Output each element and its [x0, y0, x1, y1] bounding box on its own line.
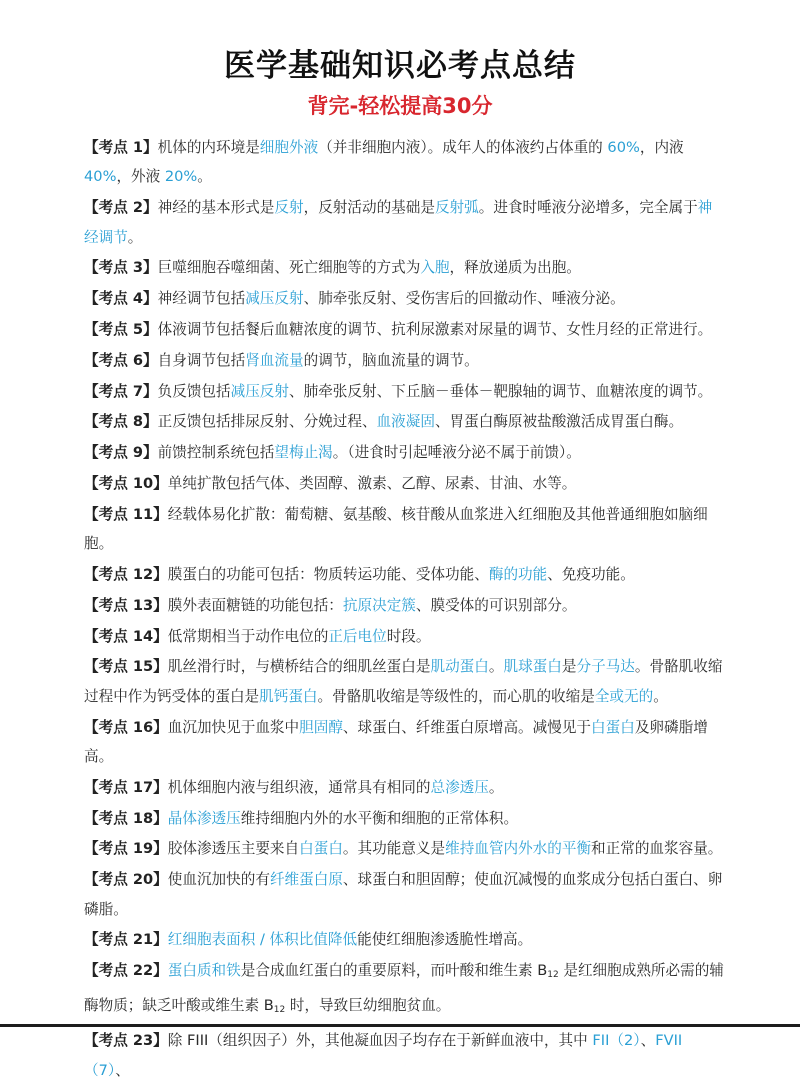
highlight-term: 细胞外液	[259, 139, 319, 156]
point-text: 。	[653, 687, 668, 705]
page-subtitle: 背完-轻松提高30分	[307, 94, 493, 118]
highlight-term: 60%	[607, 139, 640, 156]
point-tag: 【考点 15】	[84, 658, 168, 676]
point-tag: 【考点 22】	[84, 962, 168, 980]
exam-point	[84, 652, 724, 711]
point-text: 和正常的血浆容量。	[591, 840, 723, 858]
highlight-term: 酶的功能	[488, 565, 548, 583]
point-tag: 【考点 18】	[84, 809, 168, 827]
point-text: 体液调节包括餐后血糖浓度的调节、抗利尿激素对尿量的调节、女性月经的正常进行。	[157, 321, 713, 338]
point-text: 。	[197, 168, 212, 186]
highlight-term: 入胞	[420, 259, 450, 277]
point-text: 、	[640, 1032, 656, 1050]
exam-point	[84, 773, 724, 802]
point-text: 。进食时唾液分泌增多，完全属于	[478, 199, 698, 217]
highlight-term: 血液凝固	[376, 413, 435, 431]
exam-point	[84, 133, 724, 192]
highlight-term: 减压反射	[230, 382, 289, 400]
point-text: 是合成血红蛋白的重要原料，而叶酸和维生素 B	[240, 962, 548, 980]
point-text: 除 FIII（组织因子）外，其他凝血因子均存在于新鲜血液中，其中	[167, 1032, 593, 1050]
highlight-term: 神经调节	[84, 199, 713, 246]
point-text: 时段。	[386, 627, 431, 645]
highlight-term: 肾血流量	[245, 351, 304, 369]
point-text: 膜蛋白的功能可包括：物质转运功能、受体功能、	[167, 565, 489, 583]
point-text: 、胃蛋白酶原被盐酸激活成胃蛋白酶。	[434, 413, 684, 431]
highlight-term: 正后电位	[328, 627, 387, 645]
point-text: 。（进食时引起唾液分泌不属于前馈）。	[332, 444, 581, 462]
point-text: 前馈控制系统包括	[157, 444, 275, 462]
point-text: 。	[127, 228, 143, 246]
highlight-term: 蛋白质和铁	[167, 962, 241, 980]
exam-point	[84, 622, 724, 651]
exam-point	[84, 925, 724, 954]
point-tag: 【考点 6】	[84, 351, 158, 369]
highlight-term: 肌钙蛋白	[259, 687, 318, 705]
highlight-term: 白蛋白	[299, 840, 343, 858]
point-text: 、球蛋白和胆固醇；使血沉减慢的血浆成分包括白蛋白、卵磷脂。	[84, 871, 723, 918]
exam-point	[84, 469, 724, 498]
point-text: 、肺牵张反射、下丘脑－垂体－靶腺轴的调节、血糖浓度的调节。	[289, 382, 713, 400]
point-tag: 【考点 12】	[84, 565, 168, 583]
point-text: 神经调节包括	[157, 290, 246, 308]
point-text: 是红细胞成熟所必需的辅酶物质；缺乏叶酸或维生素 B	[84, 962, 724, 1014]
highlight-term: 40%	[84, 168, 117, 186]
point-tag: 【考点 20】	[84, 871, 168, 889]
highlight-term: 肌球蛋白	[503, 658, 562, 676]
points-list	[84, 133, 724, 1087]
exam-point	[84, 865, 724, 924]
point-text: 、膜受体的可识别部分。	[415, 596, 577, 614]
point-tag: 【考点 8】	[84, 413, 158, 431]
point-text: 血沉加快见于血浆中	[167, 718, 300, 736]
point-tag: 【考点 5】	[84, 321, 158, 338]
point-tag: 【考点 4】	[84, 290, 158, 308]
point-text: ，内液	[639, 139, 684, 156]
point-tag: 【考点 10】	[84, 474, 168, 492]
page-title: 医学基础知识必考点总结	[224, 48, 576, 84]
highlight-term: 望梅止渴	[274, 444, 333, 462]
point-text: 机体细胞内液与组织液，通常具有相同的	[167, 778, 431, 796]
highlight-term: 维持血管内外水的平衡	[445, 840, 592, 858]
point-tag: 【考点 23】	[84, 1032, 168, 1050]
highlight-term: 分子马达	[576, 658, 635, 676]
point-text: 自身调节包括	[157, 351, 246, 369]
point-text: ，外液	[116, 168, 165, 186]
point-text: 肌丝滑行时，与横桥结合的细肌丝蛋白是	[167, 658, 431, 676]
exam-point	[84, 591, 724, 620]
point-text: 低常期相当于动作电位的	[167, 627, 329, 645]
point-text: ，反射活动的基础是	[303, 199, 435, 217]
exam-point	[84, 804, 724, 833]
exam-point	[84, 315, 724, 344]
point-tag: 【考点 1】	[84, 139, 158, 156]
point-text: 时，导致巨幼细胞贫血。	[285, 996, 451, 1014]
exam-point	[84, 193, 724, 252]
point-text: 。骨骼肌收缩是等级性的，而心肌的收缩是	[317, 687, 595, 705]
highlight-term: 反射	[274, 199, 304, 217]
point-text: 单纯扩散包括气体、类固醇、激素、乙醇、尿素、甘油、水等。	[167, 474, 577, 492]
highlight-term: 全或无的	[594, 687, 654, 705]
highlight-term: 白蛋白	[591, 718, 635, 736]
point-tag: 【考点 19】	[84, 840, 168, 858]
exam-point	[84, 713, 724, 772]
point-text: 。	[488, 778, 504, 796]
point-tag: 【考点 3】	[84, 259, 158, 277]
point-text: 。	[488, 658, 504, 676]
highlight-term: 20%	[164, 168, 198, 186]
exam-point	[84, 1026, 724, 1085]
point-text: 经载体易化扩散：葡萄糖、氨基酸、核苷酸从血浆进入红细胞及其他普通细胞如脑细胞。	[84, 505, 708, 553]
exam-point	[84, 377, 724, 406]
point-text: ，释放递质为出胞。	[449, 259, 581, 277]
point-text: 、球蛋白、纤维蛋白原增高。减慢见于	[342, 718, 592, 736]
subscript: 12	[273, 1004, 286, 1015]
highlight-term: 胆固醇	[299, 718, 343, 736]
point-tag: 【考点 17】	[84, 778, 168, 796]
point-text: 能使红细胞渗透脆性增高。	[357, 931, 533, 949]
point-text: 膜外表面糖链的功能包括：	[167, 596, 343, 614]
exam-point	[84, 956, 724, 1025]
exam-point	[84, 834, 724, 863]
point-tag: 【考点 9】	[84, 444, 158, 462]
point-text: 及卵磷脂增高。	[84, 718, 708, 765]
exam-point	[84, 560, 724, 589]
exam-point	[84, 438, 724, 467]
highlight-term: 减压反射	[245, 290, 304, 308]
highlight-term: FVII（7）	[84, 1032, 683, 1079]
point-text: 、免疫功能。	[547, 565, 635, 583]
point-tag: 【考点 14】	[84, 627, 168, 645]
highlight-term: 晶体渗透压	[167, 809, 241, 827]
highlight-term: 红细胞表面积 / 体积比值降低	[167, 931, 358, 949]
point-text: 。其功能意义是	[342, 840, 446, 858]
exam-point	[84, 346, 724, 375]
point-text: 机体的内环境是	[157, 139, 260, 156]
exam-point	[84, 253, 724, 282]
point-text: 。骨骼肌收缩过程中作为钙受体的蛋白是	[84, 658, 723, 705]
point-tag: 【考点 16】	[84, 718, 168, 736]
highlight-term: FII（2）	[592, 1032, 641, 1050]
point-text: 维持细胞内外的水平衡和细胞的正常体积。	[240, 809, 519, 827]
point-text: 是	[561, 658, 577, 676]
point-tag: 【考点 2】	[84, 199, 158, 217]
point-text: 胶体渗透压主要来自	[167, 840, 300, 858]
point-text: 、	[115, 1061, 130, 1079]
exam-point	[84, 407, 724, 436]
point-tag: 【考点 13】	[84, 596, 168, 614]
exam-point	[84, 284, 724, 313]
point-tag: 【考点 21】	[84, 931, 168, 949]
subscript: 12	[547, 970, 559, 981]
point-text: 、肺牵张反射、受伤害后的回撤动作、唾液分泌。	[303, 290, 625, 308]
highlight-term: 反射弧	[434, 199, 479, 217]
exam-point	[84, 500, 724, 559]
highlight-term: 抗原决定簇	[342, 596, 416, 614]
point-text: 正反馈包括排尿反射、分娩过程、	[157, 413, 377, 431]
point-text: 神经的基本形式是	[157, 199, 275, 217]
point-text: 使血沉加快的有	[167, 871, 270, 889]
point-text: 负反馈包括	[157, 382, 231, 400]
point-text: 的调节，脑血流量的调节。	[303, 351, 479, 369]
highlight-term: 肌动蛋白	[430, 658, 489, 676]
point-tag: 【考点 7】	[84, 382, 158, 400]
point-tag: 【考点 11】	[84, 505, 168, 523]
highlight-term: 总渗透压	[430, 778, 489, 796]
point-text: （并非细胞内液）。成年人的体液约占体重的	[318, 139, 608, 156]
highlight-term: 纤维蛋白原	[269, 871, 343, 889]
point-text: 巨噬细胞吞噬细菌、死亡细胞等的方式为	[157, 259, 421, 277]
